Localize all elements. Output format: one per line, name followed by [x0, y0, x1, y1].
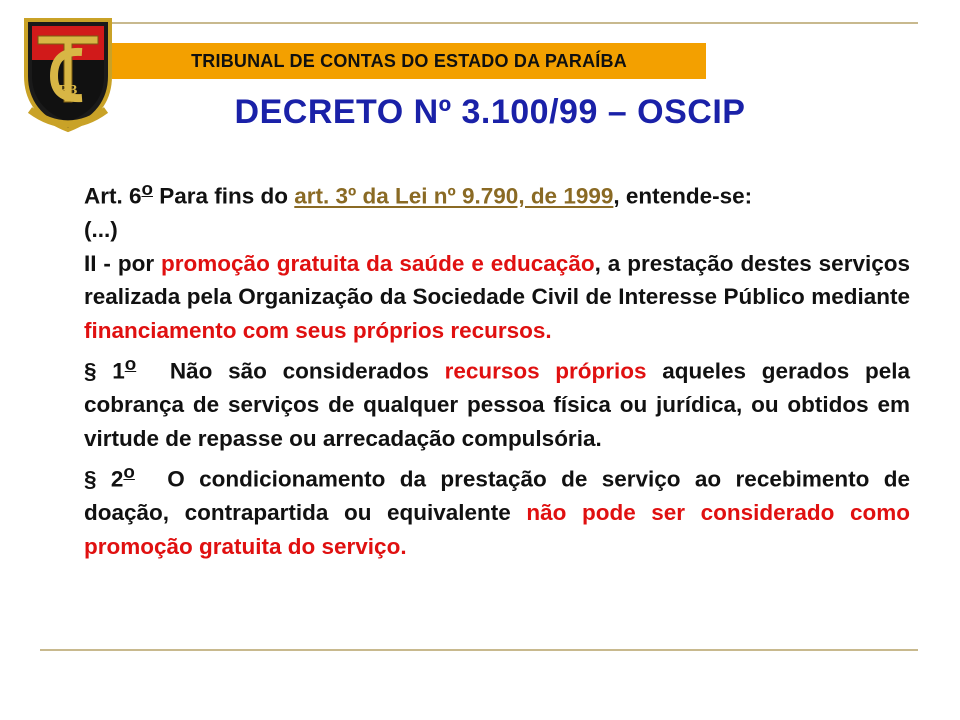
tribunal-banner: TRIBUNAL DE CONTAS DO ESTADO DA PARAÍBA	[112, 43, 706, 79]
paragraph-2: § 2$^o$ O condicionamento da prestação de serviço ao recebimento de doação, contrapartida ou equivalente não pode ser considerado como promoção gratuita do serviço.	[84, 461, 911, 559]
page-title: DECRETO Nº 3.100/99 – OSCIP	[234, 93, 746, 131]
ellipsis: (...)	[84, 217, 118, 242]
article-body	[84, 172, 910, 563]
svg-text:PB: PB	[58, 83, 78, 97]
article-intro: Art. 6$^o$ Para fins do art. 3º da Lei nº 9.790, de 1999, entende-se:	[84, 178, 753, 209]
item-ii: II - por promoção gratuita da saúde e educação, a prestação destes serviços realizada pela Organização da Sociedade Civil de Interesse Público mediante financiamento com seus próprios recursos.	[84, 250, 910, 343]
top-divider	[112, 22, 918, 24]
law-link[interactable]: art. 3º da Lei nº 9.790, de 1999	[294, 183, 614, 209]
bottom-divider	[40, 649, 918, 651]
paragraph-1: § 1$^o$ Não são considerados recursos próprios aqueles gerados pela cobrança de serviços de qualquer pessoa física ou jurídica, ou obtidos em virtude de repasse ou arrecadação compulsória.	[84, 353, 911, 451]
tribunal-logo	[18, 14, 118, 134]
